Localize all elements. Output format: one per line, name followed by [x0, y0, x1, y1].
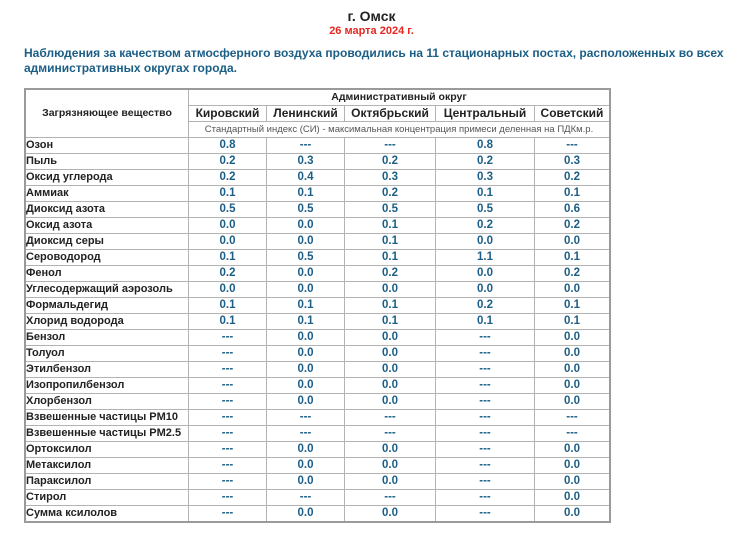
- index-value: 0.0: [267, 474, 345, 490]
- index-value: 0.2: [436, 218, 535, 234]
- air-quality-table: [24, 88, 611, 523]
- substance-name: Диоксид серы: [25, 234, 189, 250]
- index-value: 1.1: [436, 250, 535, 266]
- table-row: [25, 234, 610, 250]
- substance-name: Параксилол: [25, 474, 189, 490]
- index-value: ---: [535, 410, 611, 426]
- index-value: 0.2: [189, 266, 267, 282]
- district-header-oktyabrsky: Октябрьский: [345, 106, 436, 122]
- substance-column-header: Загрязняющее вещество: [25, 89, 189, 138]
- index-value: ---: [436, 458, 535, 474]
- index-value: 0.0: [345, 362, 436, 378]
- index-note: Стандартный индекс (СИ) - максимальная концентрация примеси деленная на ПДКм.р.: [189, 122, 611, 138]
- table-row: [25, 362, 610, 378]
- substance-name: Этилбензол: [25, 362, 189, 378]
- index-value: 0.1: [345, 218, 436, 234]
- index-value: 0.0: [189, 234, 267, 250]
- index-value: 0.1: [436, 186, 535, 202]
- index-value: 0.1: [267, 298, 345, 314]
- index-value: 0.0: [267, 282, 345, 298]
- table-row: [25, 250, 610, 266]
- index-value: ---: [189, 442, 267, 458]
- index-value: 0.1: [189, 250, 267, 266]
- table-row: [25, 410, 610, 426]
- index-value: 0.6: [535, 202, 611, 218]
- substance-name: Оксид углерода: [25, 170, 189, 186]
- index-value: ---: [267, 410, 345, 426]
- index-value: 0.0: [267, 362, 345, 378]
- table-row: [25, 314, 610, 330]
- index-value: 0.0: [345, 330, 436, 346]
- index-value: 0.0: [267, 346, 345, 362]
- index-value: 0.0: [436, 266, 535, 282]
- index-value: 0.2: [535, 218, 611, 234]
- index-value: ---: [189, 410, 267, 426]
- index-value: 0.0: [189, 218, 267, 234]
- substance-name: Фенол: [25, 266, 189, 282]
- table-row: [25, 394, 610, 410]
- substance-name: Изопропилбензол: [25, 378, 189, 394]
- index-value: ---: [189, 458, 267, 474]
- index-value: 0.0: [535, 330, 611, 346]
- district-header-tsentralny: Центральный: [436, 106, 535, 122]
- index-value: 0.0: [267, 458, 345, 474]
- index-value: 0.0: [345, 346, 436, 362]
- substance-name: Диоксид азота: [25, 202, 189, 218]
- index-value: 0.0: [267, 394, 345, 410]
- index-value: 0.0: [345, 474, 436, 490]
- index-value: 0.0: [535, 378, 611, 394]
- index-value: 0.0: [535, 394, 611, 410]
- substance-name: Толуол: [25, 346, 189, 362]
- index-value: ---: [345, 490, 436, 506]
- index-value: 0.2: [345, 266, 436, 282]
- index-value: ---: [436, 346, 535, 362]
- substance-name: Сероводород: [25, 250, 189, 266]
- index-value: 0.2: [535, 266, 611, 282]
- index-value: ---: [436, 410, 535, 426]
- index-value: 0.0: [535, 234, 611, 250]
- substance-name: Аммиак: [25, 186, 189, 202]
- table-row: [25, 186, 610, 202]
- index-value: ---: [189, 330, 267, 346]
- index-value: ---: [535, 138, 611, 154]
- index-value: 0.0: [267, 506, 345, 523]
- index-value: ---: [436, 426, 535, 442]
- index-value: 0.2: [535, 170, 611, 186]
- index-value: 0.0: [535, 458, 611, 474]
- index-value: 0.1: [189, 298, 267, 314]
- substance-name: Взвешенные частицы PM2.5: [25, 426, 189, 442]
- index-value: 0.3: [535, 154, 611, 170]
- index-value: 0.0: [267, 378, 345, 394]
- index-value: 0.1: [345, 314, 436, 330]
- index-value: 0.0: [535, 282, 611, 298]
- index-value: 0.1: [535, 298, 611, 314]
- index-value: 0.1: [345, 250, 436, 266]
- index-value: 0.1: [436, 314, 535, 330]
- index-value: 0.0: [189, 282, 267, 298]
- index-value: 0.0: [345, 442, 436, 458]
- substance-name: Пыль: [25, 154, 189, 170]
- table-row: [25, 298, 610, 314]
- district-header-sovetsky: Советский: [535, 106, 611, 122]
- index-value: 0.2: [189, 170, 267, 186]
- index-value: 0.0: [345, 378, 436, 394]
- substance-name: Углесодержащий аэрозоль: [25, 282, 189, 298]
- index-value: 0.1: [267, 186, 345, 202]
- table-row: [25, 474, 610, 490]
- index-value: ---: [535, 426, 611, 442]
- index-value: 0.1: [535, 314, 611, 330]
- index-value: 0.3: [436, 170, 535, 186]
- district-group-header: Административный округ: [189, 89, 611, 106]
- table-row: [25, 346, 610, 362]
- report-date: 26 марта 2024 г.: [329, 25, 414, 37]
- table-row: [25, 426, 610, 442]
- index-value: ---: [345, 410, 436, 426]
- index-value: ---: [189, 346, 267, 362]
- index-value: ---: [189, 506, 267, 523]
- index-value: ---: [189, 426, 267, 442]
- index-value: 0.1: [345, 298, 436, 314]
- index-value: 0.0: [267, 330, 345, 346]
- index-value: 0.0: [436, 234, 535, 250]
- table-row: [25, 202, 610, 218]
- index-value: 0.1: [535, 250, 611, 266]
- substance-name: Ортоксилол: [25, 442, 189, 458]
- index-value: ---: [436, 394, 535, 410]
- table-row: [25, 378, 610, 394]
- index-value: ---: [189, 378, 267, 394]
- table-row: [25, 490, 610, 506]
- index-value: ---: [189, 362, 267, 378]
- index-value: 0.0: [535, 442, 611, 458]
- substance-name: Стирол: [25, 490, 189, 506]
- substance-name: Взвешенные частицы PM10: [25, 410, 189, 426]
- index-value: 0.5: [345, 202, 436, 218]
- index-value: 0.2: [436, 154, 535, 170]
- index-value: ---: [345, 138, 436, 154]
- index-value: 0.2: [345, 186, 436, 202]
- intro-text: Наблюдения за качеством атмосферного воздуха проводились на 11 стационарных постах, расположенных во всех административных округах города.: [24, 46, 724, 75]
- index-value: 0.1: [189, 186, 267, 202]
- substance-name: Оксид азота: [25, 218, 189, 234]
- index-value: 0.2: [436, 298, 535, 314]
- index-value: 0.2: [345, 154, 436, 170]
- substance-name: Хлорид водорода: [25, 314, 189, 330]
- index-value: 0.0: [535, 506, 611, 523]
- index-value: ---: [345, 426, 436, 442]
- index-value: 0.8: [436, 138, 535, 154]
- index-value: 0.4: [267, 170, 345, 186]
- city-title: г. Омск: [347, 8, 396, 24]
- index-value: 0.0: [345, 394, 436, 410]
- index-value: 0.5: [436, 202, 535, 218]
- index-value: 0.0: [267, 218, 345, 234]
- index-value: 0.0: [535, 346, 611, 362]
- index-value: 0.0: [267, 266, 345, 282]
- index-value: 0.0: [535, 474, 611, 490]
- index-value: ---: [267, 426, 345, 442]
- table-row: [25, 266, 610, 282]
- substance-name: Хлорбензол: [25, 394, 189, 410]
- substance-name: Метаксилол: [25, 458, 189, 474]
- table-row: [25, 138, 610, 154]
- index-value: 0.0: [436, 282, 535, 298]
- table-row: [25, 442, 610, 458]
- district-header-kirovsky: Кировский: [189, 106, 267, 122]
- index-value: 0.5: [267, 250, 345, 266]
- table-row: [25, 330, 610, 346]
- index-value: ---: [436, 490, 535, 506]
- index-value: 0.0: [345, 282, 436, 298]
- table-row: [25, 170, 610, 186]
- index-value: 0.3: [345, 170, 436, 186]
- index-value: ---: [436, 378, 535, 394]
- index-value: 0.0: [267, 442, 345, 458]
- index-value: 0.3: [267, 154, 345, 170]
- index-value: ---: [436, 474, 535, 490]
- substance-name: Бензол: [25, 330, 189, 346]
- table-body: [25, 138, 610, 523]
- index-value: 0.1: [189, 314, 267, 330]
- index-value: ---: [436, 442, 535, 458]
- table-row: [25, 218, 610, 234]
- index-value: 0.0: [267, 234, 345, 250]
- index-value: 0.0: [345, 506, 436, 523]
- table-row: [25, 458, 610, 474]
- index-value: ---: [189, 490, 267, 506]
- index-value: ---: [436, 362, 535, 378]
- district-header-leninsky: Ленинский: [267, 106, 345, 122]
- index-value: 0.1: [345, 234, 436, 250]
- substance-name: Сумма ксилолов: [25, 506, 189, 523]
- table-row: [25, 154, 610, 170]
- index-value: ---: [267, 138, 345, 154]
- index-value: 0.2: [189, 154, 267, 170]
- substance-name: Формальдегид: [25, 298, 189, 314]
- index-value: 0.1: [535, 186, 611, 202]
- index-value: 0.5: [189, 202, 267, 218]
- index-value: 0.0: [535, 362, 611, 378]
- table-row: [25, 506, 610, 523]
- index-value: 0.0: [345, 458, 436, 474]
- index-value: ---: [189, 474, 267, 490]
- index-value: ---: [267, 490, 345, 506]
- table-row: [25, 282, 610, 298]
- index-value: 0.8: [189, 138, 267, 154]
- index-value: ---: [436, 506, 535, 523]
- index-value: ---: [189, 394, 267, 410]
- index-value: 0.0: [535, 490, 611, 506]
- index-value: ---: [436, 330, 535, 346]
- index-value: 0.1: [267, 314, 345, 330]
- substance-name: Озон: [25, 138, 189, 154]
- index-value: 0.5: [267, 202, 345, 218]
